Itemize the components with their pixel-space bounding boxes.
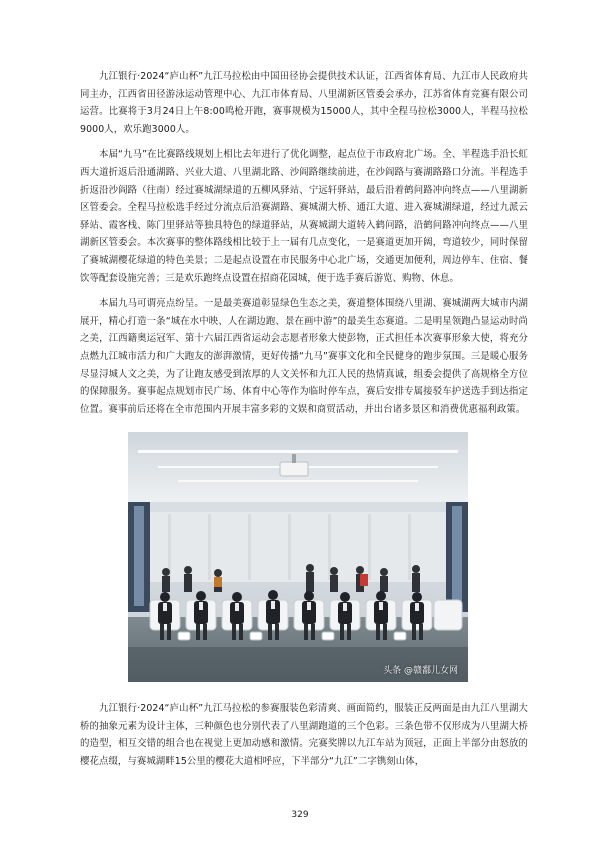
paragraph-apparel-medal: 九江银行·2024“庐山杯”九江马拉松的参赛服装色彩清爽、画面简约，服装正反两面是由九江八里湖大桥的抽象元素为设计主体，三种颜色也分别代表了八里湖跑道的三个色彩。三条色带不仅形成为八里湖大桥的造型，相互交错的组合也在视觉上更加动感和激情。完赛奖牌以九江车站为顶冠，正面上半部分由怒放的樱花点缀，与赛城湖畔15公里的樱花大道相呼应，下半部分“九江”二字镌刻山体， [80, 703, 528, 767]
paragraph-route-changes: 本届“九马”在比赛路线规划上相比去年进行了优化调整，起点位于市政府北广场。全、半程选手沿长虹西大道折返后沿通湖路、兴业大道、八里湖北路、沙阎路继续前进，在沙阎路与赛湖路路口分流。半程选手折返沿沙阎路（往南）经过赛城湖绿道的五柳风驿站、宁远轩驿站，最后沿着鹤问路冲向终点——八里湖新区管委会。全程马拉松选手经过分流点后沿赛湖路、赛城湖大桥、通江大道、进入赛城湖绿道，经过九派云驿站、霞客栈、陈门里驿站等独具特色的绿道驿站，从赛城湖大道转入鹤问路，沿鹤问路冲向终点——八里湖新区管委会。本次赛事的整体路线相比较于上一届有几点变化，一是赛道更加开阔，弯道较少，同时保留了赛城湖樱花绿道的特色美景；二是起点设置在市民服务中心北广场，交通更加便利，周边停车、住宿、餐饮等配套设施完善；三是欢乐跑终点设置在招商花园城，便于选手赛后游览、购物、休息。 [80, 149, 528, 284]
paragraph-highlights: 本届九马可谓亮点纷呈。一是最美赛道彰显绿色生态之美，赛道整体围绕八里湖、赛城湖两大城市内湖展开，精心打造一条“城在水中映、人在湖边跑、景在画中游”的最美生态赛道。二是明星领跑凸显运动时尚之美，江西籍奥运冠军、第十六届江西省运动会志愿者形象大使彭物，正式担任本次赛事形象大使，将充分点燃九江城市活力和广大跑友的澎湃激情，更好传播“九马”赛事文化和全民健身的跑步氛围。三是暖心服务尽显浔城人文之美，为了让跑友感受到浓厚的人文关怀和九江人民的热情真诚，组委会提供了高规格全方位的保障服务。赛事起点规划市民广场、体育中心等作为临时停车点，赛后安排专属接驳车护送选手到达指定位置。赛事前后还将在全市范围内开展丰富多彩的文娱和商贸活动，并出台诸多景区和消费优惠福利政策。 [80, 298, 528, 415]
body-text-bottom [80, 700, 528, 770]
photo-illustration [128, 432, 468, 682]
paragraph-event-intro: 九江银行·2024“庐山杯”九江马拉松由中国田径协会提供技术认证，江西省体育局、九江市人民政府共同主办，江西省田径游泳运动管理中心、九江市体育局、八里湖新区管委会承办，江苏省体育竞赛有限公司运营。比赛将于3月24日上午8:00鸣枪开跑，赛事规模为15000人，其中全程马拉松3000人，半程马拉松9000人，欢乐跑3000人。 [80, 71, 528, 135]
photo-watermark: 头条 @赣鄱儿女网 [383, 666, 458, 676]
body-text-top [80, 68, 528, 418]
press-conference-photo [128, 432, 468, 682]
page-number: 329 [291, 810, 309, 820]
